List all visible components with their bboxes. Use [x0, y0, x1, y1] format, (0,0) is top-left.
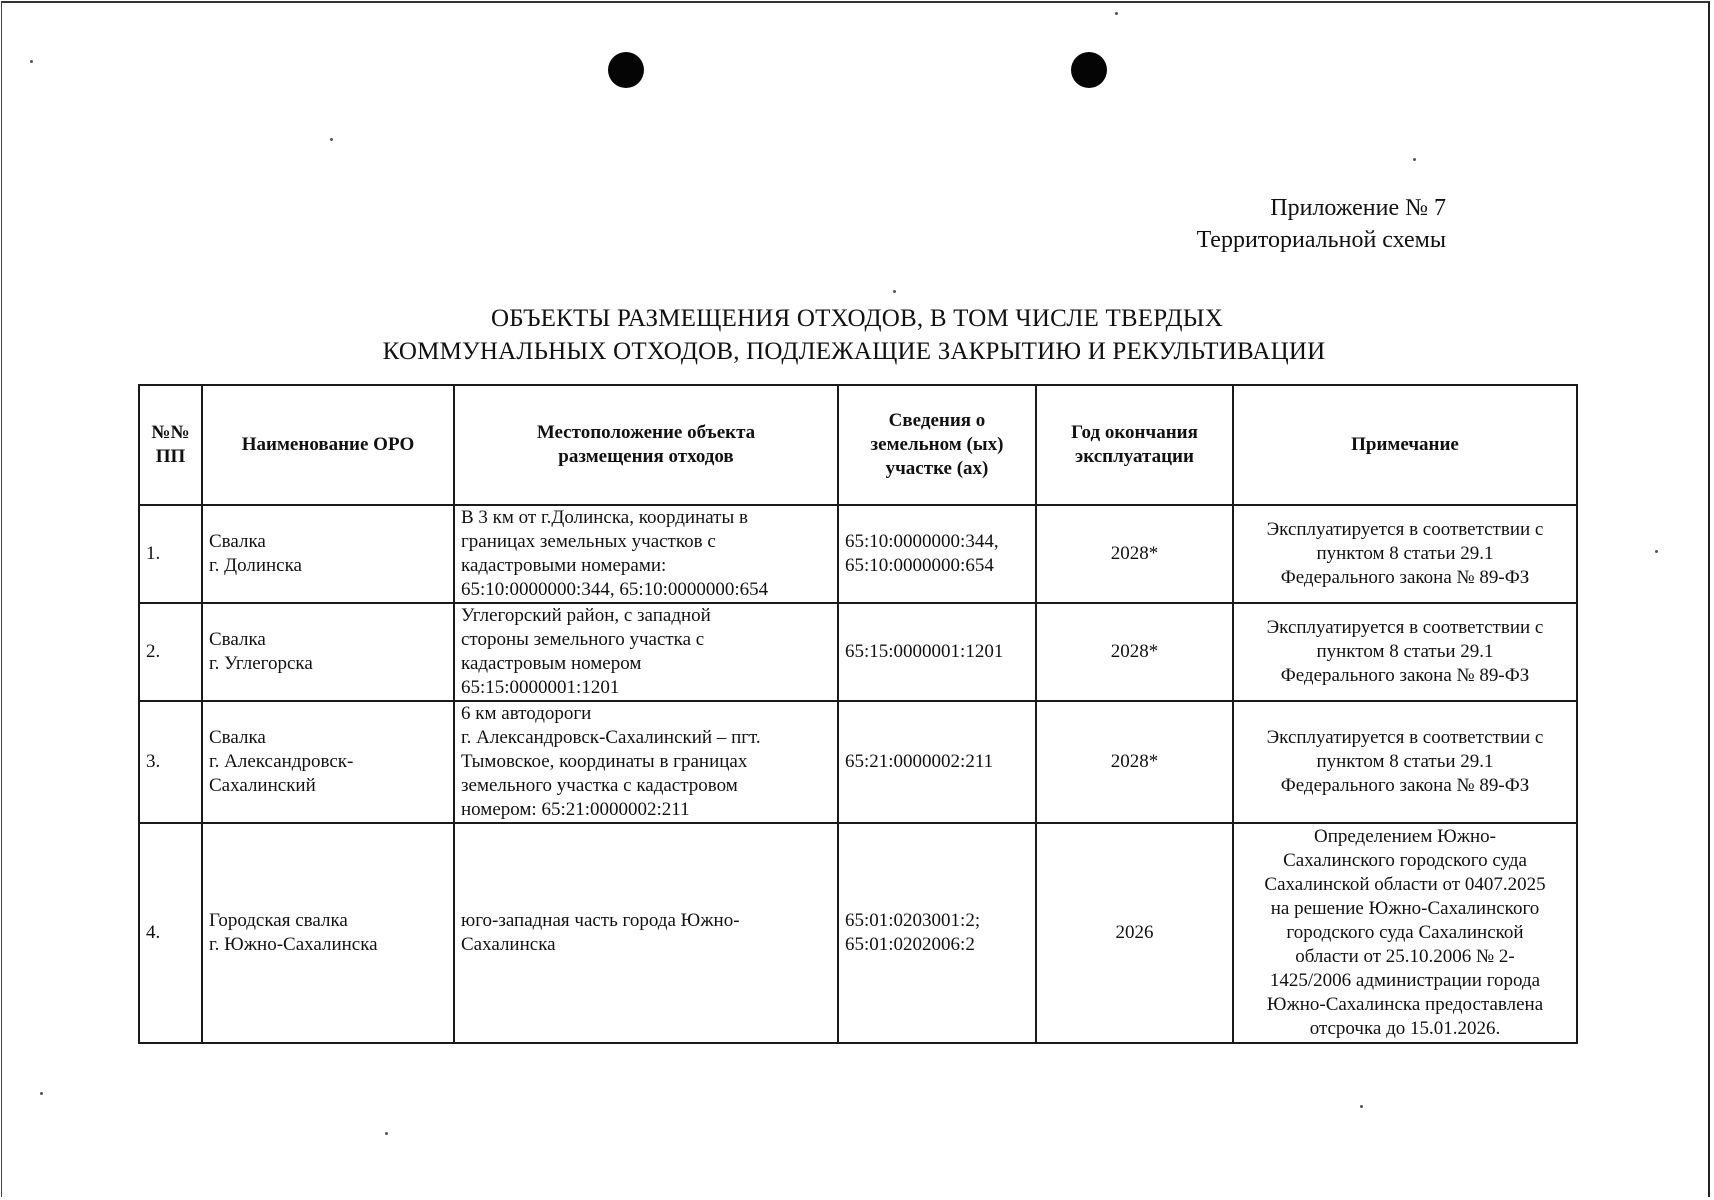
row-year: 2028*: [1036, 701, 1233, 823]
header-end-year: Год окончания эксплуатации: [1036, 385, 1233, 505]
row-number: 2.: [139, 603, 202, 701]
appendix-scheme: Территориальной схемы: [1196, 227, 1446, 253]
row-number: 1.: [139, 505, 202, 603]
row-note: Эксплуатируется в соответствии с пунктом 8 статьи 29.1 Федерального закона № 89-ФЗ: [1233, 603, 1577, 701]
row-name: Городская свалка г. Южно-Сахалинска: [202, 823, 454, 1043]
scan-speck: [385, 1132, 388, 1135]
row-cadastral: 65:10:0000000:344, 65:10:0000000:654: [838, 505, 1036, 603]
header-name: Наименование ОРО: [202, 385, 454, 505]
scan-speck: [1115, 12, 1118, 15]
row-note: Эксплуатируется в соответствии с пунктом 8 статьи 29.1 Федерального закона № 89-ФЗ: [1233, 701, 1577, 823]
row-name: Свалка г. Долинска: [202, 505, 454, 603]
scan-speck: [1360, 1105, 1363, 1108]
row-year: 2028*: [1036, 603, 1233, 701]
row-number: 3.: [139, 701, 202, 823]
header-location: Местоположение объекта размещения отходов: [454, 385, 838, 505]
appendix-reference: [1197, 192, 1446, 256]
header-note: Примечание: [1233, 385, 1577, 505]
row-name: Свалка г. Александровск- Сахалинский: [202, 701, 454, 823]
scan-speck: [330, 138, 333, 141]
appendix-number: Приложение № 7: [1270, 195, 1446, 221]
row-name: Свалка г. Углегорска: [202, 603, 454, 701]
row-location: юго-западная часть города Южно- Сахалинска: [454, 823, 838, 1043]
row-number: 4.: [139, 823, 202, 1043]
scan-speck: [30, 60, 33, 63]
table-row: [139, 603, 1577, 701]
waste-objects-table: [138, 384, 1578, 1044]
row-location: Углегорский район, с западной стороны земельного участка с кадастровым номером 65:15:0000001:1201: [454, 603, 838, 701]
table-row: [139, 823, 1577, 1043]
punch-hole: [608, 52, 644, 88]
title-line-1: ОБЪЕКТЫ РАЗМЕЩЕНИЯ ОТХОДОВ, В ТОМ ЧИСЛЕ ТВЕРДЫХ: [490, 305, 1224, 332]
row-year: 2028*: [1036, 505, 1233, 603]
row-location: В 3 км от г.Долинска, координаты в границах земельных участков с кадастровыми номерами: 65:10:0000000:344, 65:10:0000000:654: [454, 505, 838, 603]
header-land-plot: Сведения о земельном (ых) участке (ах): [838, 385, 1036, 505]
scan-speck: [893, 290, 896, 293]
row-cadastral: 65:21:0000002:211: [838, 701, 1036, 823]
table-header-row: [139, 385, 1577, 505]
header-number: №№ ПП: [139, 385, 202, 505]
row-cadastral: 65:15:0000001:1201: [838, 603, 1036, 701]
document-title: [0, 302, 1714, 368]
scan-speck: [1655, 550, 1658, 553]
row-note: Определением Южно- Сахалинского городского суда Сахалинской области от 0407.2025 на решение Южно-Сахалинского городского суда Сахалинской области от 25.10.2006 № 2- 1425/2006 администрации города Южно-Сахалинска предоставлена отсрочка до 15.01.2026.: [1233, 823, 1577, 1043]
scan-speck: [40, 1092, 43, 1095]
title-line-2: КОММУНАЛЬНЫХ ОТХОДОВ, ПОДЛЕЖАЩИЕ ЗАКРЫТИЮ И РЕКУЛЬТИВАЦИИ: [382, 338, 1326, 365]
table-row: [139, 505, 1577, 603]
scan-speck: [1413, 158, 1416, 161]
row-cadastral: 65:01:0203001:2; 65:01:0202006:2: [838, 823, 1036, 1043]
row-note: Эксплуатируется в соответствии с пунктом 8 статьи 29.1 Федерального закона № 89-ФЗ: [1233, 505, 1577, 603]
row-year: 2026: [1036, 823, 1233, 1043]
table-row: [139, 701, 1577, 823]
punch-hole: [1071, 52, 1107, 88]
row-location: 6 км автодороги г. Александровск-Сахалинский – пгт. Тымовское, координаты в границах земельного участка с кадастровом номером: 65:21:0000002:211: [454, 701, 838, 823]
